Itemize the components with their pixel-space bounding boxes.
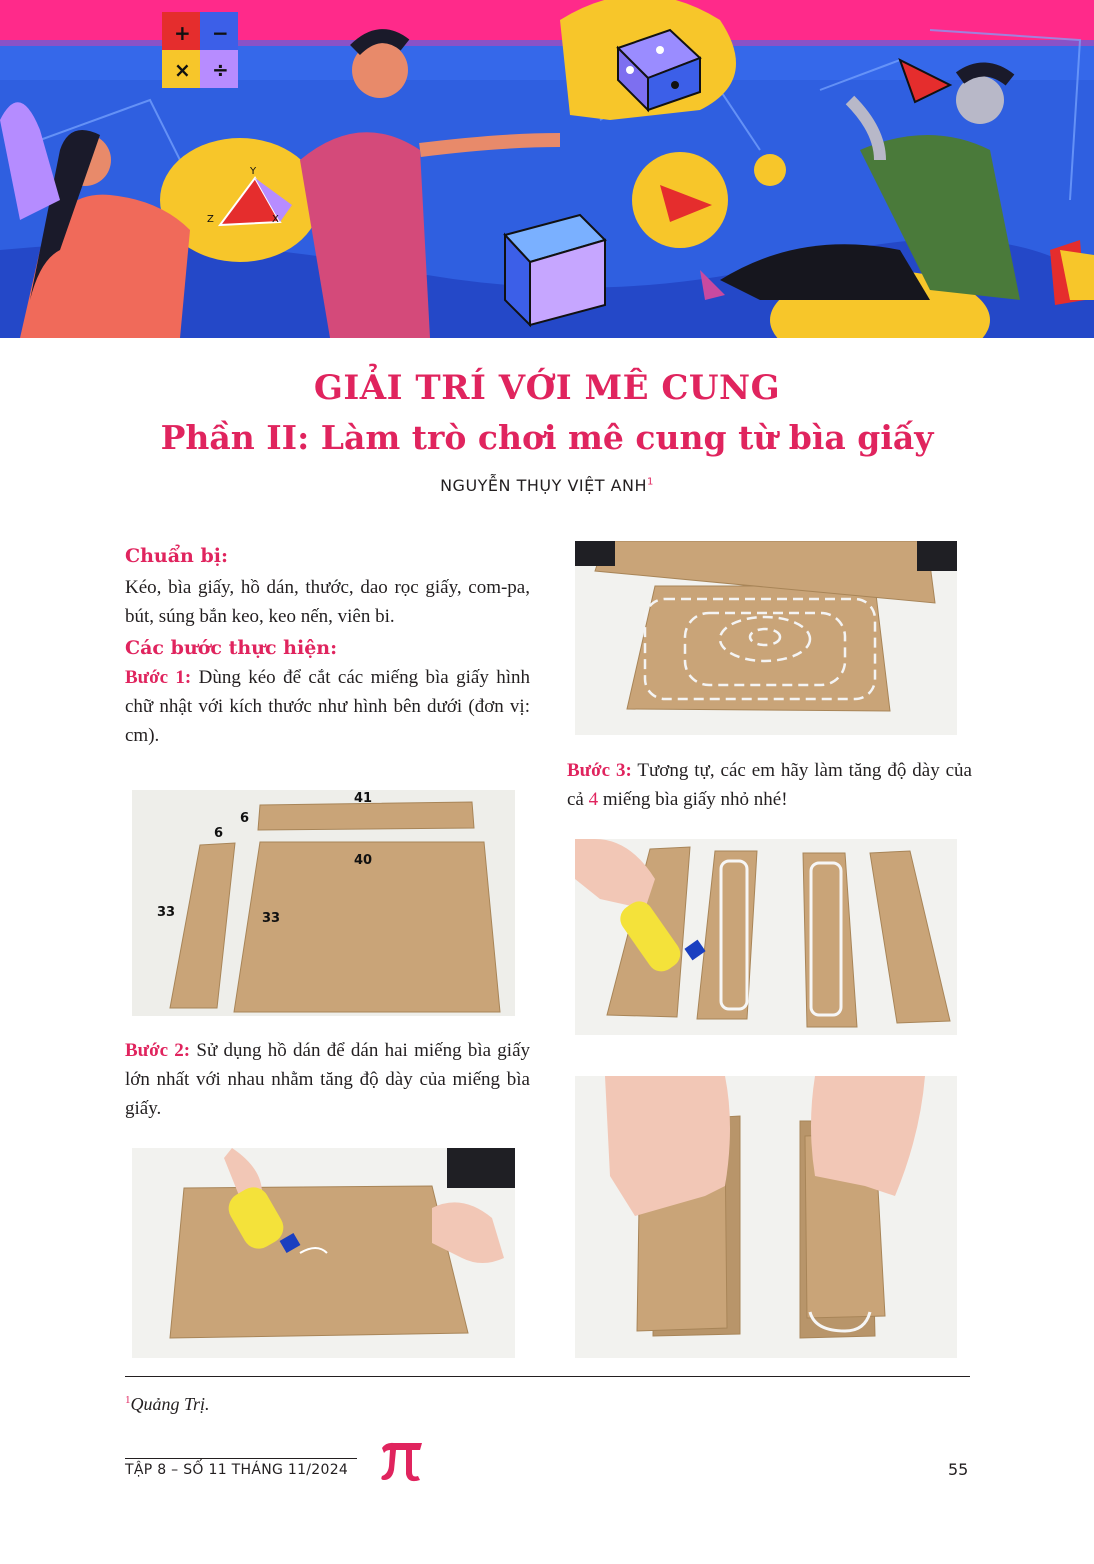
label-big-piece-width: 40 [354,853,373,868]
author-footnote-mark: 1 [647,476,654,488]
prep-heading: Chuẩn bị: [125,545,229,567]
page-number: 55 [948,1460,969,1479]
pi-logo-icon [378,1440,424,1486]
footer-issue: TẬP 8 – SỐ 11 THÁNG 11/2024 [125,1462,349,1478]
footnote-divider [125,1376,970,1377]
label-big-piece-height: 33 [262,911,281,926]
prep-text: Kéo, bìa giấy, hồ dán, thước, dao rọc giấy, com-pa, bút, súng bắn keo, keo nến, viên bi. [125,577,530,627]
step3-paragraph [567,756,972,814]
axis-label-z: Z [207,214,214,225]
author-name: NGUYỄN THỤY VIỆT ANH [440,476,648,495]
step2-label: Bước 2: [125,1040,191,1061]
cube-op-plus: + [174,21,191,45]
axis-label-y: Y [250,166,257,177]
cube-op-times: × [174,58,191,82]
label-side-strip-width: 6 [214,826,224,841]
label-top-strip-width: 6 [240,811,250,826]
step2-text: Sử dụng hồ dán để dán hai miếng bìa giấy lớn nhất với nhau nhằm tăng độ dày của miếng bìa giấy. [125,1040,531,1119]
step1-text: Dùng kéo để cắt các miếng bìa giấy hình chữ nhật với kích thước như hình bên dưới (đơn vị: cm). [125,667,530,746]
operations-cube-icon [162,12,238,88]
wireframe-cube-icon [505,215,605,325]
footnote-text: Quảng Trị. [130,1394,210,1414]
article-subtitle: Phần II: Làm trò chơi mê cung từ bìa giấy [160,418,934,457]
label-side-strip-length: 33 [157,905,176,920]
photo-glue-spiral [575,541,957,735]
footnote [125,1394,210,1415]
step1-label: Bước 1: [125,667,192,688]
step3-highlight-count: 4 [588,789,599,810]
article-title: GIẢI TRÍ VỚI MÊ CUNG [313,368,781,408]
step1-paragraph [125,663,530,750]
cube-op-divide: ÷ [212,58,229,82]
prep-section [125,545,530,750]
footer-divider [125,1458,357,1459]
cube-op-minus: − [212,21,229,45]
header-banner-illustration [0,0,1094,338]
step3-label: Bước 3: [567,760,632,781]
footnote-mark: 1 [125,1394,131,1406]
axis-label-x: X [272,214,279,225]
step2-paragraph [125,1036,530,1123]
photo-pressing-strips [575,1076,957,1358]
label-top-strip-length: 41 [354,791,373,806]
step3-text-after: miếng bìa giấy nhỏ nhé! [602,789,788,810]
step3-text-before: Tương tự, các em hãy làm tăng độ dày của cả [567,760,972,810]
author-line [0,476,1094,495]
photo-gluing-strips [575,839,957,1035]
photo-cut-pieces [132,790,515,1016]
steps-heading: Các bước thực hiện: [125,637,338,659]
photo-gluing-large-sheet [132,1148,515,1358]
